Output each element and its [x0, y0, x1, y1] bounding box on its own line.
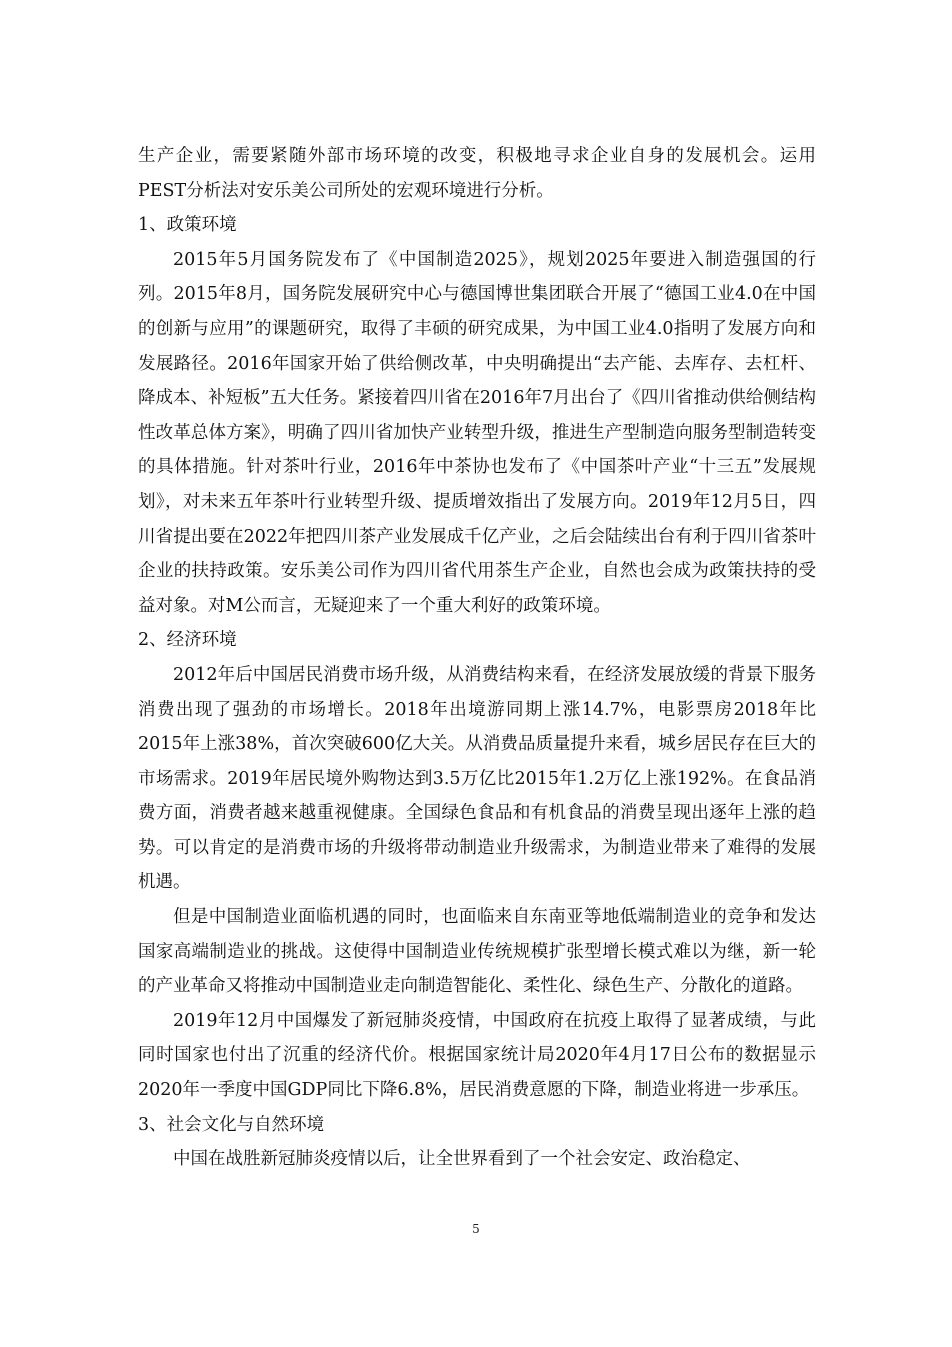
heading-policy-environment: 1、政策环境 — [138, 215, 237, 236]
paragraph-continuation: 生产企业，需要紧随外部市场环境的改变，积极地寻求企业自身的发展机会。运用PEST分析法对安乐美公司所处的宏观环境进行分析。 — [138, 146, 816, 201]
page-number: 5 — [472, 1222, 480, 1236]
paragraph-social-environment: 中国在战胜新冠肺炎疫情以后，让全世界看到了一个社会安定、政治稳定、 — [173, 1149, 751, 1170]
paragraph-economic-covid: 2019年12月中国爆发了新冠肺炎疫情，中国政府在抗疫上取得了显著成绩，与此同时国家也付出了沉重的经济代价。根据国家统计局2020年4月17日公布的数据显示2020年一季度中国GDP同比下降6.8%，居民消费意愿的下降，制造业将进一步承压。 — [138, 1010, 816, 1101]
paragraph-economic-challenges: 但是中国制造业面临机遇的同时，也面临来自东南亚等地低端制造业的竞争和发达国家高端制造业的挑战。这使得中国制造业传统规模扩张型增长模式难以为继，新一轮的产业革命又将推动中国制造业走向制造智能化、柔性化、绿色生产、分散化的道路。 — [138, 907, 816, 997]
paragraph-economic-consumption: 2012年后中国居民消费市场升级，从消费结构来看，在经济发展放缓的背景下服务消费出现了强劲的市场增长。2018年出境游同期上涨14.7%，电影票房2018年比2015年上涨38%，首次突破600亿大关。从消费品质量提升来看，城乡居民存在巨大的市场需求。2019年居民境外购物达到3.5万亿比2015年1.2万亿上涨192%。在食品消费方面，消费者越来越重视健康。全国绿色食品和有机食品的消费呈现出逐年上涨的趋势。可以肯定的是消费市场的升级将带动制造业升级需求，为制造业带来了难得的发展机遇。 — [138, 664, 816, 893]
document-body — [138, 139, 816, 1177]
heading-social-natural-environment: 3、社会文化与自然环境 — [138, 1114, 325, 1135]
paragraph-policy-environment: 2015年5月国务院发布了《中国制造2025》，规划2025年要进入制造强国的行列。2015年8月，国务院发展研究中心与德国博世集团联合开展了“德国工业4.0在中国的创新与应用”的课题研究，取得了丰硕的研究成果，为中国工业4.0指明了发展方向和发展路径。2016年国家开始了供给侧改革，中央明确提出“去产能、去库存、去杠杆、降成本、补短板”五大任务。紧接着四川省在2016年7月出台了《四川省推动供给侧结构性改革总体方案》，明确了四川省加快产业转型升级，推进生产型制造向服务型制造转变的具体措施。针对茶叶行业，2016年中茶协也发布了《中国茶叶产业“十三五”发展规划》，对未来五年茶叶行业转型升级、提质增效指出了发展方向。2019年12月5日，四川省提出要在2022年把四川茶产业发展成千亿产业，之后会陆续出台有利于四川省茶叶企业的扶持政策。安乐美公司作为四川省代用茶生产企业，自然也会成为政策扶持的受益对象。对M公而言，无疑迎来了一个重大利好的政策环境。 — [138, 249, 816, 616]
heading-economic-environment: 2、经济环境 — [138, 630, 237, 651]
